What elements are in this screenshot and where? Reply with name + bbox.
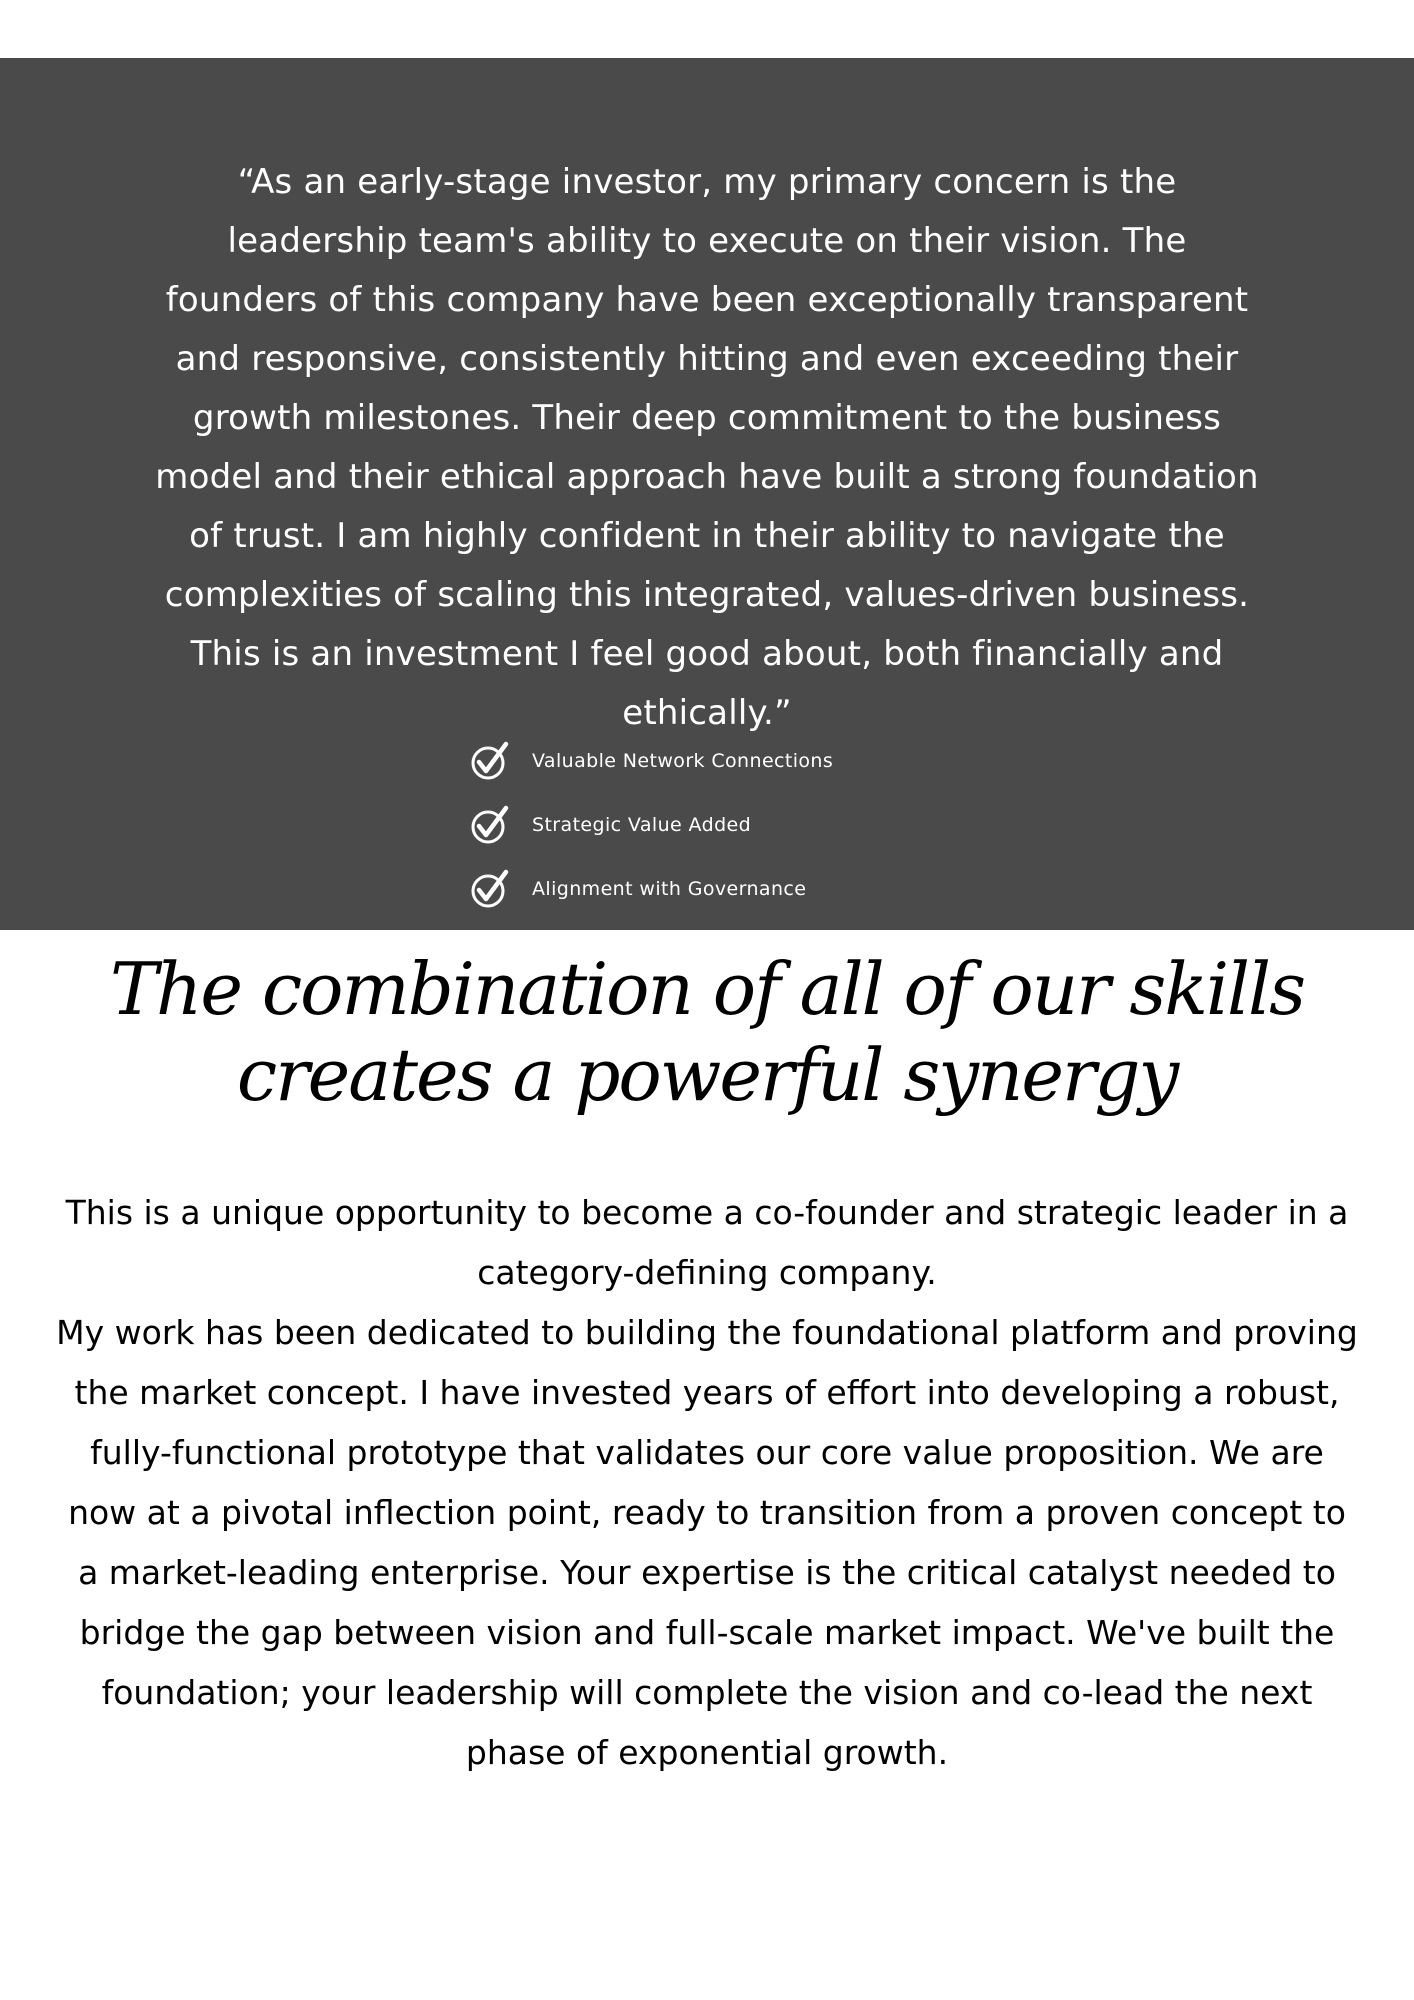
benefit-item-strategic-value bbox=[470, 805, 1030, 845]
headline bbox=[60, 946, 1354, 1118]
body-copy bbox=[54, 1183, 1360, 1783]
benefit-label: Alignment with Governance bbox=[532, 878, 807, 900]
headline-line-2: creates a powerful synergy bbox=[236, 1033, 1178, 1117]
headline-line-1: The combination of all of our skills bbox=[109, 947, 1305, 1031]
check-circle-icon bbox=[470, 741, 510, 781]
benefit-label: Valuable Network Connections bbox=[532, 750, 834, 772]
body-paragraph-intro: This is a unique opportunity to become a co-founder and strategic leader in a category-defining company. bbox=[65, 1193, 1349, 1292]
benefit-item-network-connections bbox=[470, 741, 1030, 781]
testimonial-quote: “As an early-stage investor, my primary concern is the leadership team's ability to execute on their vision. The founders of this company have been exceptionally transparent and responsive, consistently hitting and even exceeding their growth milestones. Their deep commitment to the business model and their ethical approach have built a strong foundation of trust. I am highly confident in their ability to navigate the complexities of scaling this integrated, values-driven business. This is an investment I feel good about, both financially and ethically.” bbox=[155, 162, 1259, 733]
body-paragraph-main: My work has been dedicated to building the foundational platform and proving the market concept. I have invested years of effort into developing a robust, fully-functional prototype that validates our core value proposition. We are now at a pivotal inflection point, ready to transition from a proven concept to a market-leading enterprise. Your expertise is the critical catalyst needed to bridge the gap between vision and full-scale market impact. We've built the foundation; your leadership will complete the vision and co-lead the next phase of exponential growth. bbox=[56, 1313, 1358, 1772]
benefit-item-governance-alignment bbox=[470, 869, 1030, 909]
benefit-label: Strategic Value Added bbox=[532, 814, 752, 836]
benefits-list bbox=[470, 741, 1030, 933]
check-circle-icon bbox=[470, 805, 510, 845]
check-circle-icon bbox=[470, 869, 510, 909]
